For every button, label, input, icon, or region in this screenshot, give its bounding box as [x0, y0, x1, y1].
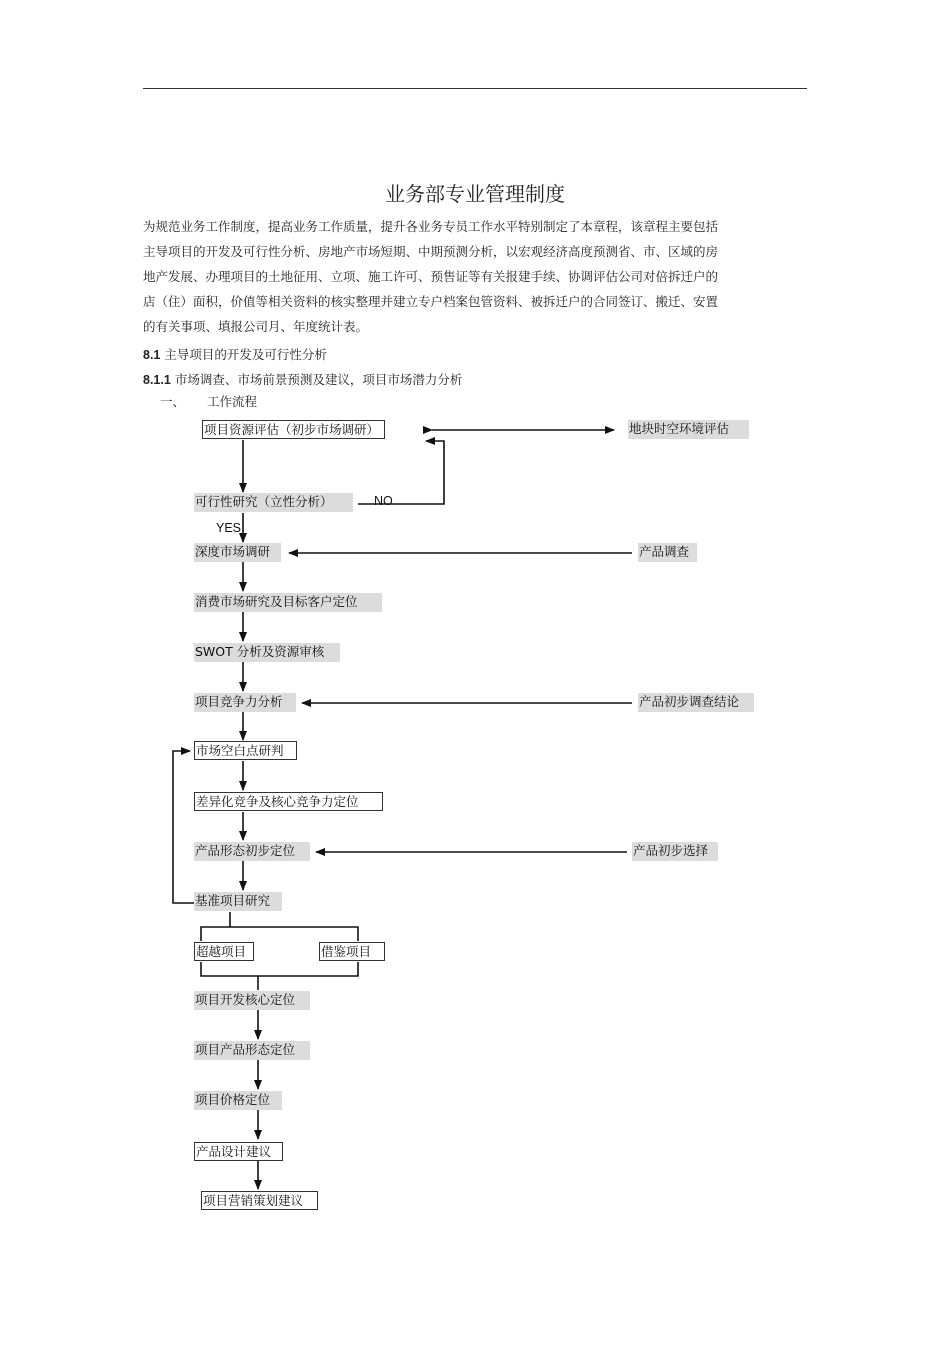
node-consumer-market: 消费市场研究及目标客户定位 — [194, 593, 382, 612]
intro-line: 地产发展、办理项目的土地征用、立项、施工许可、预售证等有关报建手续、协调评估公司对倍拆迁户的 — [143, 269, 719, 284]
node-marketing: 项目营销策划建议 — [201, 1191, 318, 1210]
no-loop-line — [358, 441, 444, 504]
section-number: 8.1 — [143, 348, 161, 362]
node-design: 产品设计建议 — [194, 1142, 283, 1161]
intro-line: 主导项目的开发及可行性分析、房地产市场短期、中期预测分析，以宏观经济高度预测省、市、区域的房 — [143, 244, 719, 259]
loop-back-line — [173, 751, 194, 903]
section-text: 主导项目的开发及可行性分析 — [164, 347, 327, 362]
node-land-env: 地块时空环境评估 — [628, 420, 749, 439]
node-core-position: 项目开发核心定位 — [194, 991, 310, 1010]
section-number: 8.1.1 — [143, 373, 171, 387]
node-product-form: 项目产品形态定位 — [194, 1041, 310, 1060]
section-text: 市场调查、市场前景预测及建议，项目市场潜力分析 — [174, 372, 463, 387]
node-differentiation: 差异化竞争及核心竞争力定位 — [194, 792, 383, 811]
node-product-prelim-select: 产品初步选择 — [632, 842, 718, 861]
node-price: 项目价格定位 — [194, 1091, 282, 1110]
node-product-survey: 产品调查 — [638, 543, 697, 562]
yes-label: YES — [216, 521, 242, 535]
step-text: 工作流程 — [207, 394, 258, 409]
node-product-prelim-conclusion: 产品初步调查结论 — [638, 693, 754, 712]
node-surpass: 超越项目 — [194, 942, 254, 961]
node-deep-market: 深度市场调研 — [194, 543, 281, 562]
intro-line: 为规范业务工作制度，提高业务工作质量，提升各业务专员工作水平特别制定了本章程，该章程主要包括 — [143, 219, 719, 234]
intro-line: 的有关事项、填报公司月、年度统计表。 — [143, 319, 369, 334]
step-number: 一、 — [160, 394, 186, 409]
node-product-form-prelim: 产品形态初步定位 — [194, 842, 310, 861]
no-label: NO — [374, 494, 393, 508]
intro-line: 店（住）面积，价值等相关资料的核实整理并建立专户档案包管资料、被拆迁户的合同签订、搬迁、安置 — [143, 294, 719, 309]
node-reference: 借鉴项目 — [319, 942, 385, 961]
document-title: 业务部专业管理制度 — [385, 182, 565, 206]
node-resource-eval: 项目资源评估（初步市场调研） — [202, 420, 385, 439]
node-competitiveness: 项目竞争力分析 — [194, 693, 296, 712]
node-market-gap: 市场空白点研判 — [194, 741, 297, 760]
node-benchmark: 基准项目研究 — [194, 892, 282, 911]
node-swot: SWOT 分析及资源审核 — [194, 643, 340, 662]
node-feasibility: 可行性研究（立性分析） — [194, 493, 353, 512]
